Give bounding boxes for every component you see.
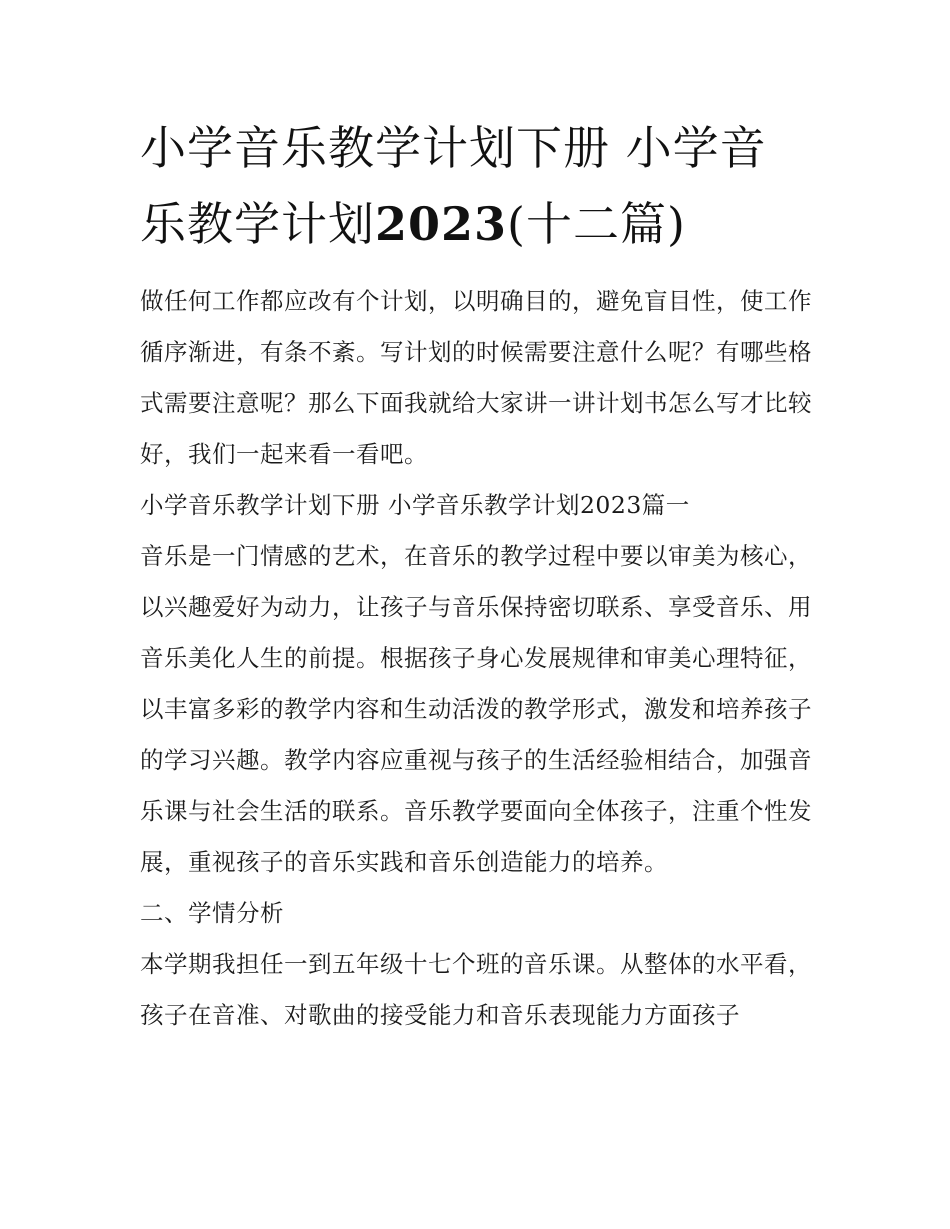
- document-title: [140, 110, 812, 262]
- title-text-part2: (十二篇): [507, 197, 686, 251]
- document-body: [140, 110, 812, 1041]
- section-heading: 小学音乐教学计划下册 小学音乐教学计划2023篇一: [140, 491, 690, 519]
- subheading-learning-analysis: 二、学情分析: [140, 899, 284, 927]
- title-year: 2023: [375, 197, 508, 251]
- title-text-part1: 小学音乐教学计划下册 小学音乐教学计划: [140, 121, 767, 251]
- body-paragraph-1: 音乐是一门情感的艺术，在音乐的教学过程中要以审美为核心，以兴趣爱好为动力，让孩子与音乐保持密切联系、享受音乐、用音乐美化人生的前提。根据孩子身心发展规律和审美心理特征，以丰富多彩的教学内容和生动活泼的教学形式，激发和培养孩子的学习兴趣。教学内容应重视与孩子的生活经验相结合，加强音乐课与社会生活的联系。音乐教学要面向全体孩子，注重个性发展，重视孩子的音乐实践和音乐创造能力的培养。: [140, 542, 812, 876]
- body-paragraph-2: 本学期我担任一到五年级十七个班的音乐课。从整体的水平看，孩子在音准、对歌曲的接受能力和音乐表现能力方面孩子: [140, 950, 812, 1029]
- intro-paragraph: 做任何工作都应改有个计划，以明确目的，避免盲目性，使工作循序渐进，有条不紊。写计划的时候需要注意什么呢？有哪些格式需要注意呢？那么下面我就给大家讲一讲计划书怎么写才比较好，我们一起来看一看吧。: [140, 287, 812, 468]
